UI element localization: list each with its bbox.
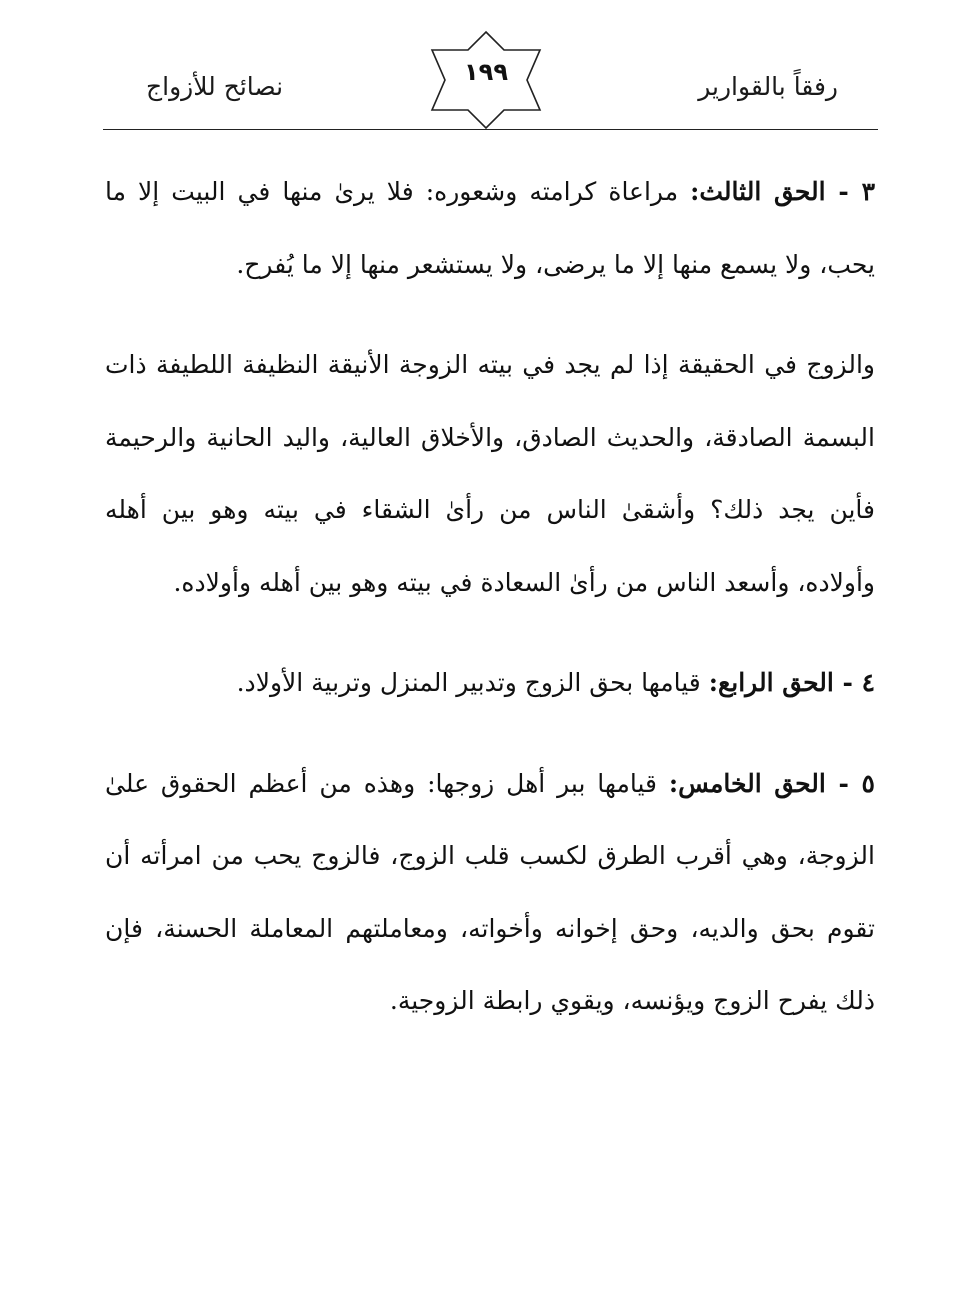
page-number: ١٩٩	[464, 58, 508, 86]
page-header	[0, 0, 980, 140]
paragraph-text: والزوج في الحقيقة إذا لم يجد في بيته الزوجة الأنيقة النظيفة اللطيفة ذات البسمة الصادقة، والحديث الصادق، والأخلاق العالية، واليد الحانية والرحيمة فأين يجد ذلك؟ وأشقىٰ الناس من رأىٰ الشقاء في بيته وهو بين أهله وأولاده، وأسعد الناس من رأىٰ السعادة في بيته وهو بين أهله وأولاده.	[105, 350, 875, 597]
page-body	[105, 156, 875, 1038]
paragraph-text: مراعاة كرامته وشعوره: فلا يرىٰ منها في البيت إلا ما يحب، ولا يسمع منها إلا ما يرضى، ولا يستشعر منها إلا ما يُفرح.	[105, 177, 875, 279]
paragraph-fifth-right	[105, 748, 875, 1038]
paragraph-text: قيامها ببر أهل زوجها: وهذه من أعظم الحقوق علىٰ الزوجة، وهي أقرب الطرق لكسب قلب الزوج، فالزوج يحب من امرأته أن تقوم بحق والديه، وحق إخوانه وأخواته، ومعاملتهم المعاملة الحسنة، فإن ذلك يفرح الزوج ويؤنسه، ويقوي رابطة الزوجية.	[105, 768, 875, 1015]
paragraph-text: قيامها بحق الزوج وتدبير المنزل وتربية الأولاد.	[236, 668, 709, 697]
header-divider	[103, 129, 878, 130]
paragraph-heading: ٤ - الحق الرابع:	[708, 668, 875, 697]
running-title-chapter: نصائح للأزواج	[146, 72, 284, 101]
paragraph-heading: ٣ - الحق الثالث:	[690, 177, 875, 206]
paragraph-heading: ٥ - الحق الخامس:	[668, 768, 875, 798]
paragraph-husband-happiness	[105, 329, 875, 619]
paragraph-fourth-right	[105, 647, 875, 720]
running-title-book: رفقاً بالقوارير	[698, 72, 838, 101]
page-number-badge	[429, 30, 543, 130]
paragraph-third-right	[105, 156, 875, 301]
